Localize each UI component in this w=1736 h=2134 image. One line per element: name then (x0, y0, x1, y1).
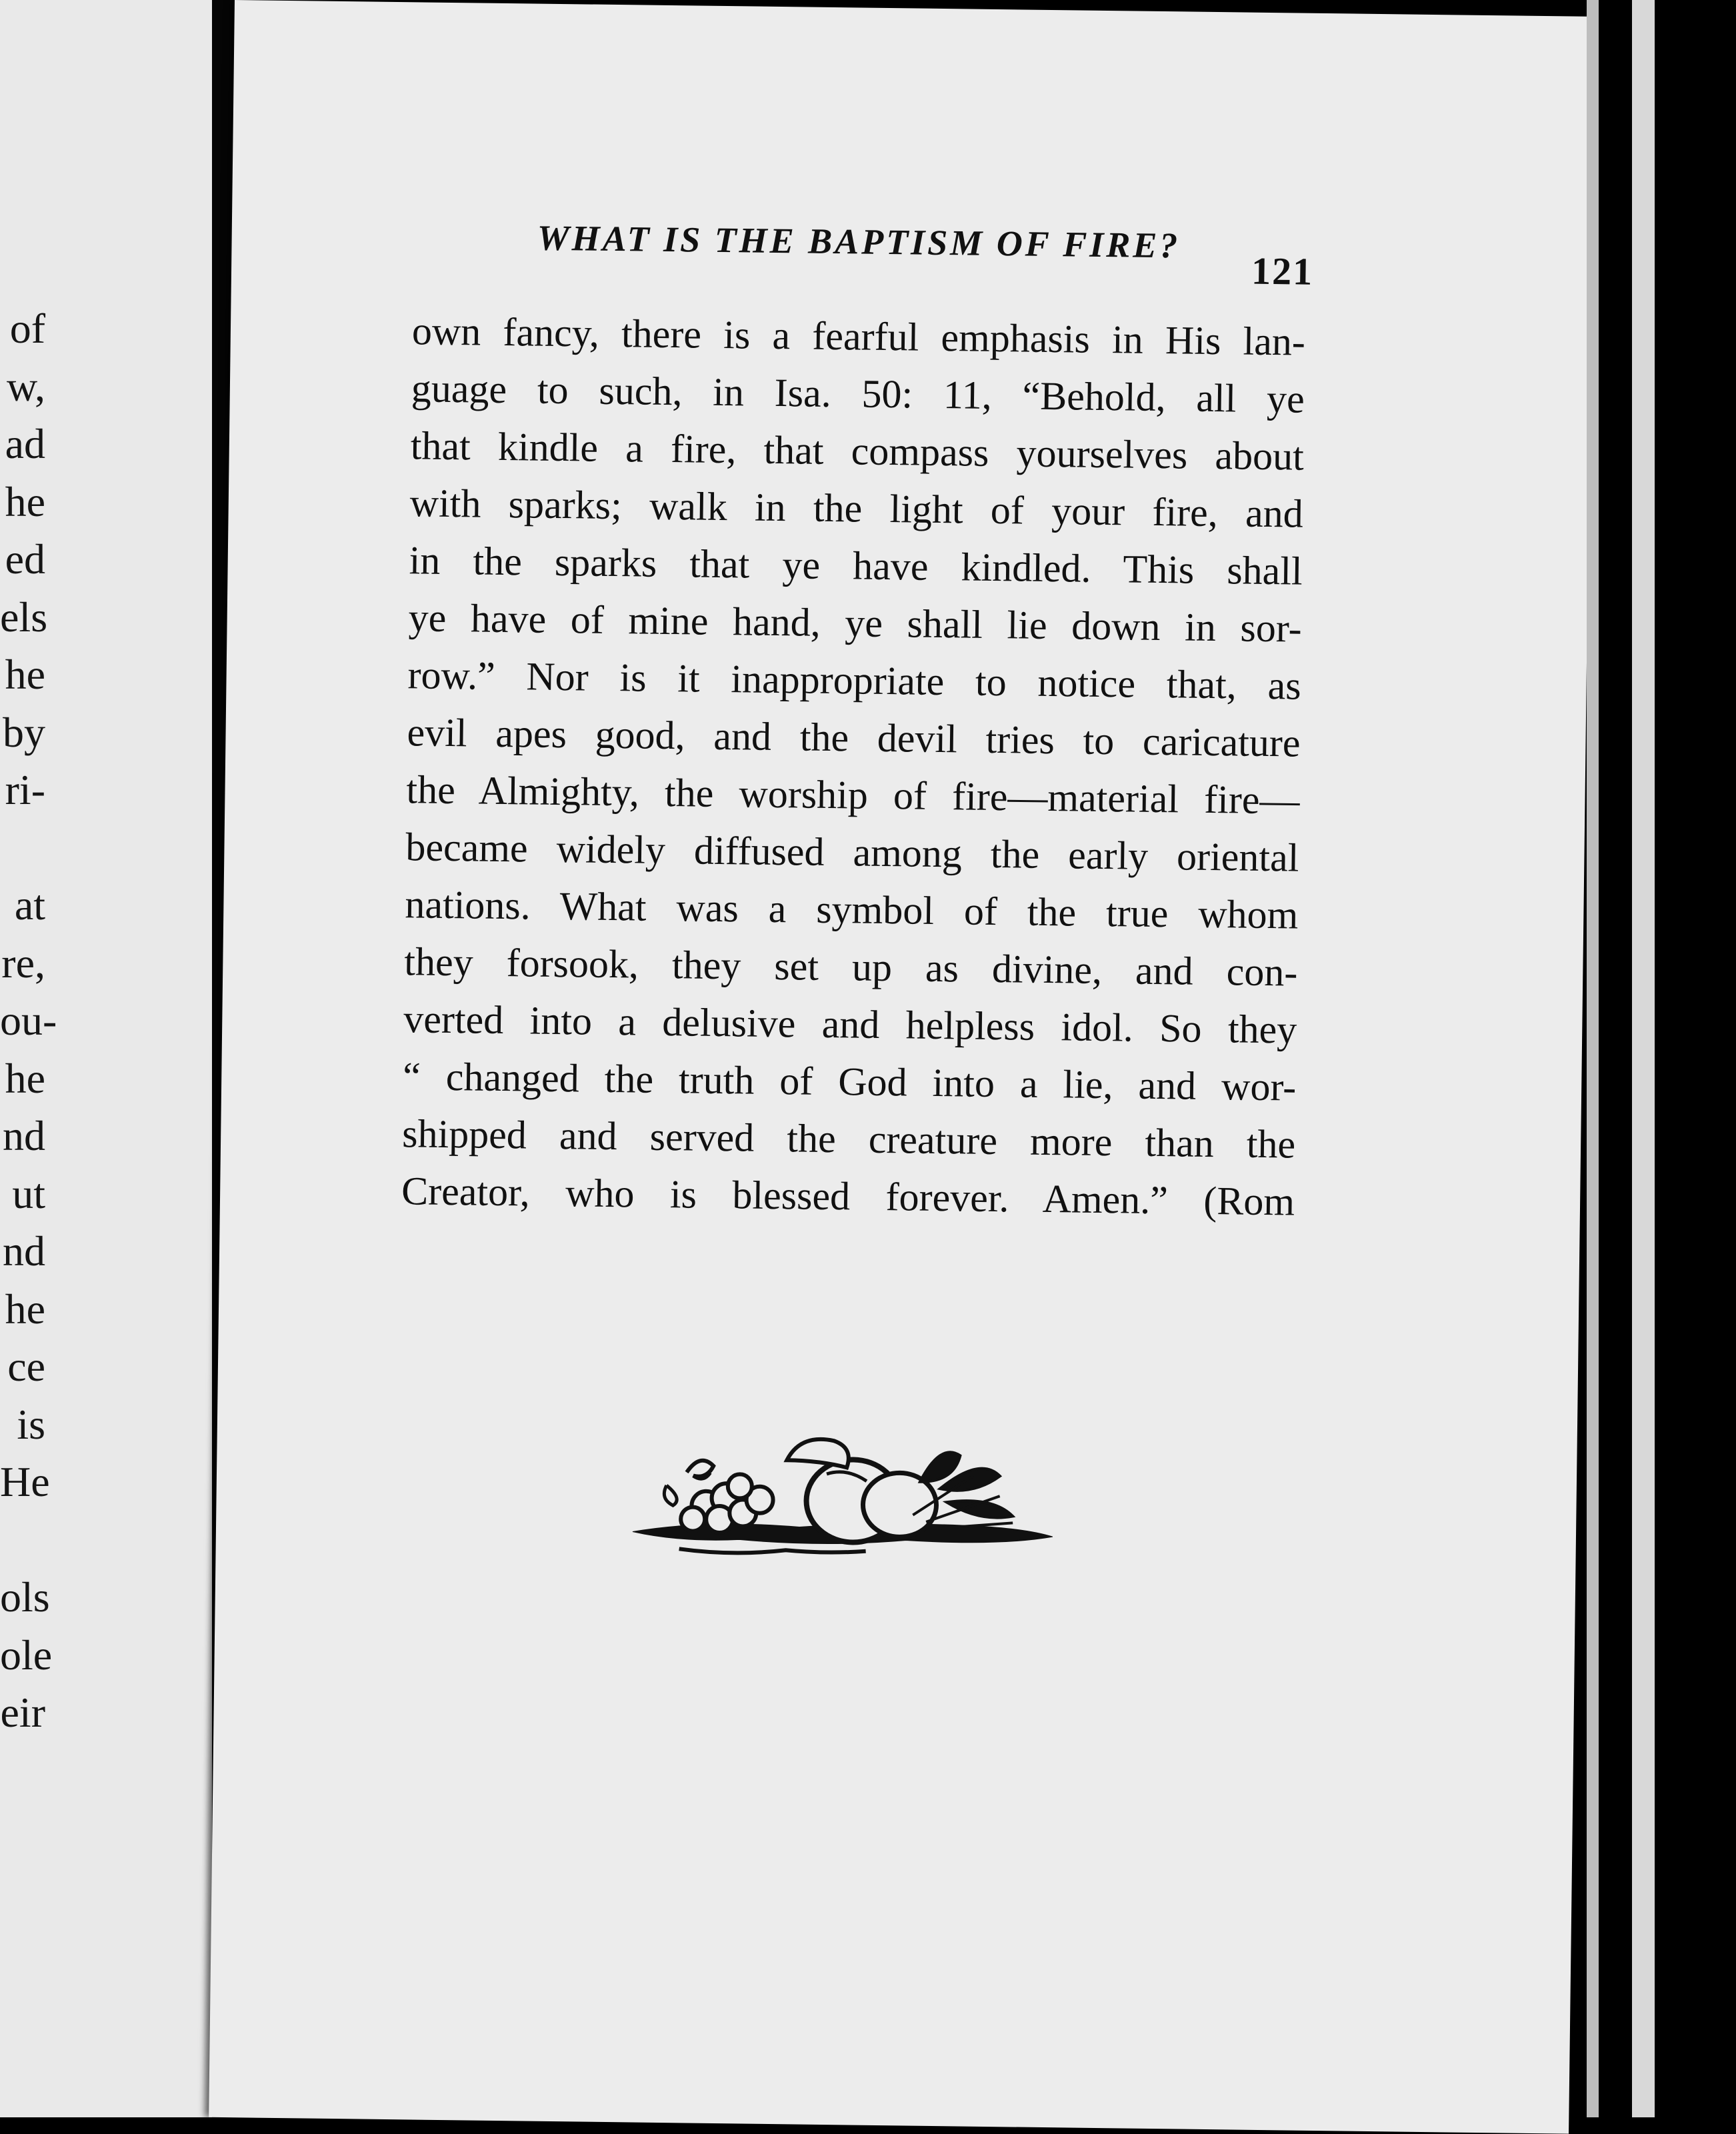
left-page-line-fragment: at (14, 881, 45, 929)
text-line: guage to such, in Isa. 50: 11, “Behold, all ye (411, 366, 1305, 421)
left-page-line-fragment: eir (0, 1689, 45, 1736)
fruit-vignette-ornament (625, 1418, 1061, 1597)
left-page-line-fragment: re, (1, 939, 45, 987)
left-page-line-fragment: w, (6, 362, 45, 410)
text-line: own fancy, there is a fearful emphasis in His lan- (411, 309, 1306, 364)
body-text (401, 302, 1306, 1230)
left-page-line-fragment: he (5, 1285, 45, 1333)
text-line: that kindle a fire, that compass yourselves about (410, 423, 1305, 479)
left-page-line-fragment: is (17, 1400, 45, 1448)
left-page-line-fragment: ole (0, 1631, 53, 1679)
text-line: nations. What was a symbol of the true whom (405, 882, 1299, 937)
book-page (209, 0, 1595, 2134)
left-page-line-fragment: ce (7, 1343, 45, 1390)
text-line: with sparks; walk in the light of your fire, and (409, 481, 1304, 536)
text-line: evil apes good, and the devil tries to caricature (407, 710, 1301, 765)
text-line: “ changed the truth of God into a lie, and wor- (402, 1054, 1297, 1109)
left-page-line-fragment: he (5, 651, 45, 698)
left-page-line-fragment: of (9, 305, 45, 352)
left-page-line-fragment: nd (3, 1112, 45, 1159)
text-line: shipped and served the creature more than the (401, 1111, 1296, 1167)
text-line: verted into a delusive and helpless idol. So they (403, 997, 1297, 1052)
text-line: row.” Nor is it inappropriate to notice that, as (407, 653, 1301, 708)
left-page-line-fragment: ad (5, 420, 45, 467)
text-line: Creator, who is blessed forever. Amen.” (Rom (401, 1169, 1295, 1224)
left-page-line-fragment: He (0, 1458, 50, 1505)
left-page-line-fragment: els (0, 593, 48, 641)
text-line: became widely diffused among the early oriental (405, 825, 1299, 880)
text-line: the Almighty, the worship of fire—material fire— (406, 767, 1300, 823)
left-page-line-fragment: ed (5, 535, 45, 583)
left-facing-page (0, 0, 212, 2117)
left-page-line-fragment: ut (12, 1169, 45, 1217)
text-line: they forsook, they set up as divine, and con- (403, 939, 1298, 995)
left-page-line-fragment: ols (0, 1573, 50, 1621)
left-page-line-fragment: he (5, 1054, 45, 1102)
text-line: ye have of mine hand, ye shall lie down in sor- (408, 595, 1303, 651)
left-page-line-fragment: he (5, 477, 45, 525)
text-line: in the sparks that ye have kindled. This shall (409, 538, 1303, 593)
running-head: WHAT IS THE BAPTISM OF FIRE? (537, 217, 1181, 266)
book-edge-shadow (1587, 0, 1736, 2117)
left-page-line-fragment: by (3, 708, 45, 756)
page-number: 121 (1251, 249, 1314, 293)
left-page-line-fragment: ou- (0, 997, 57, 1044)
left-page-line-fragment: nd (3, 1227, 45, 1275)
left-page-line-fragment: ri- (5, 766, 45, 813)
